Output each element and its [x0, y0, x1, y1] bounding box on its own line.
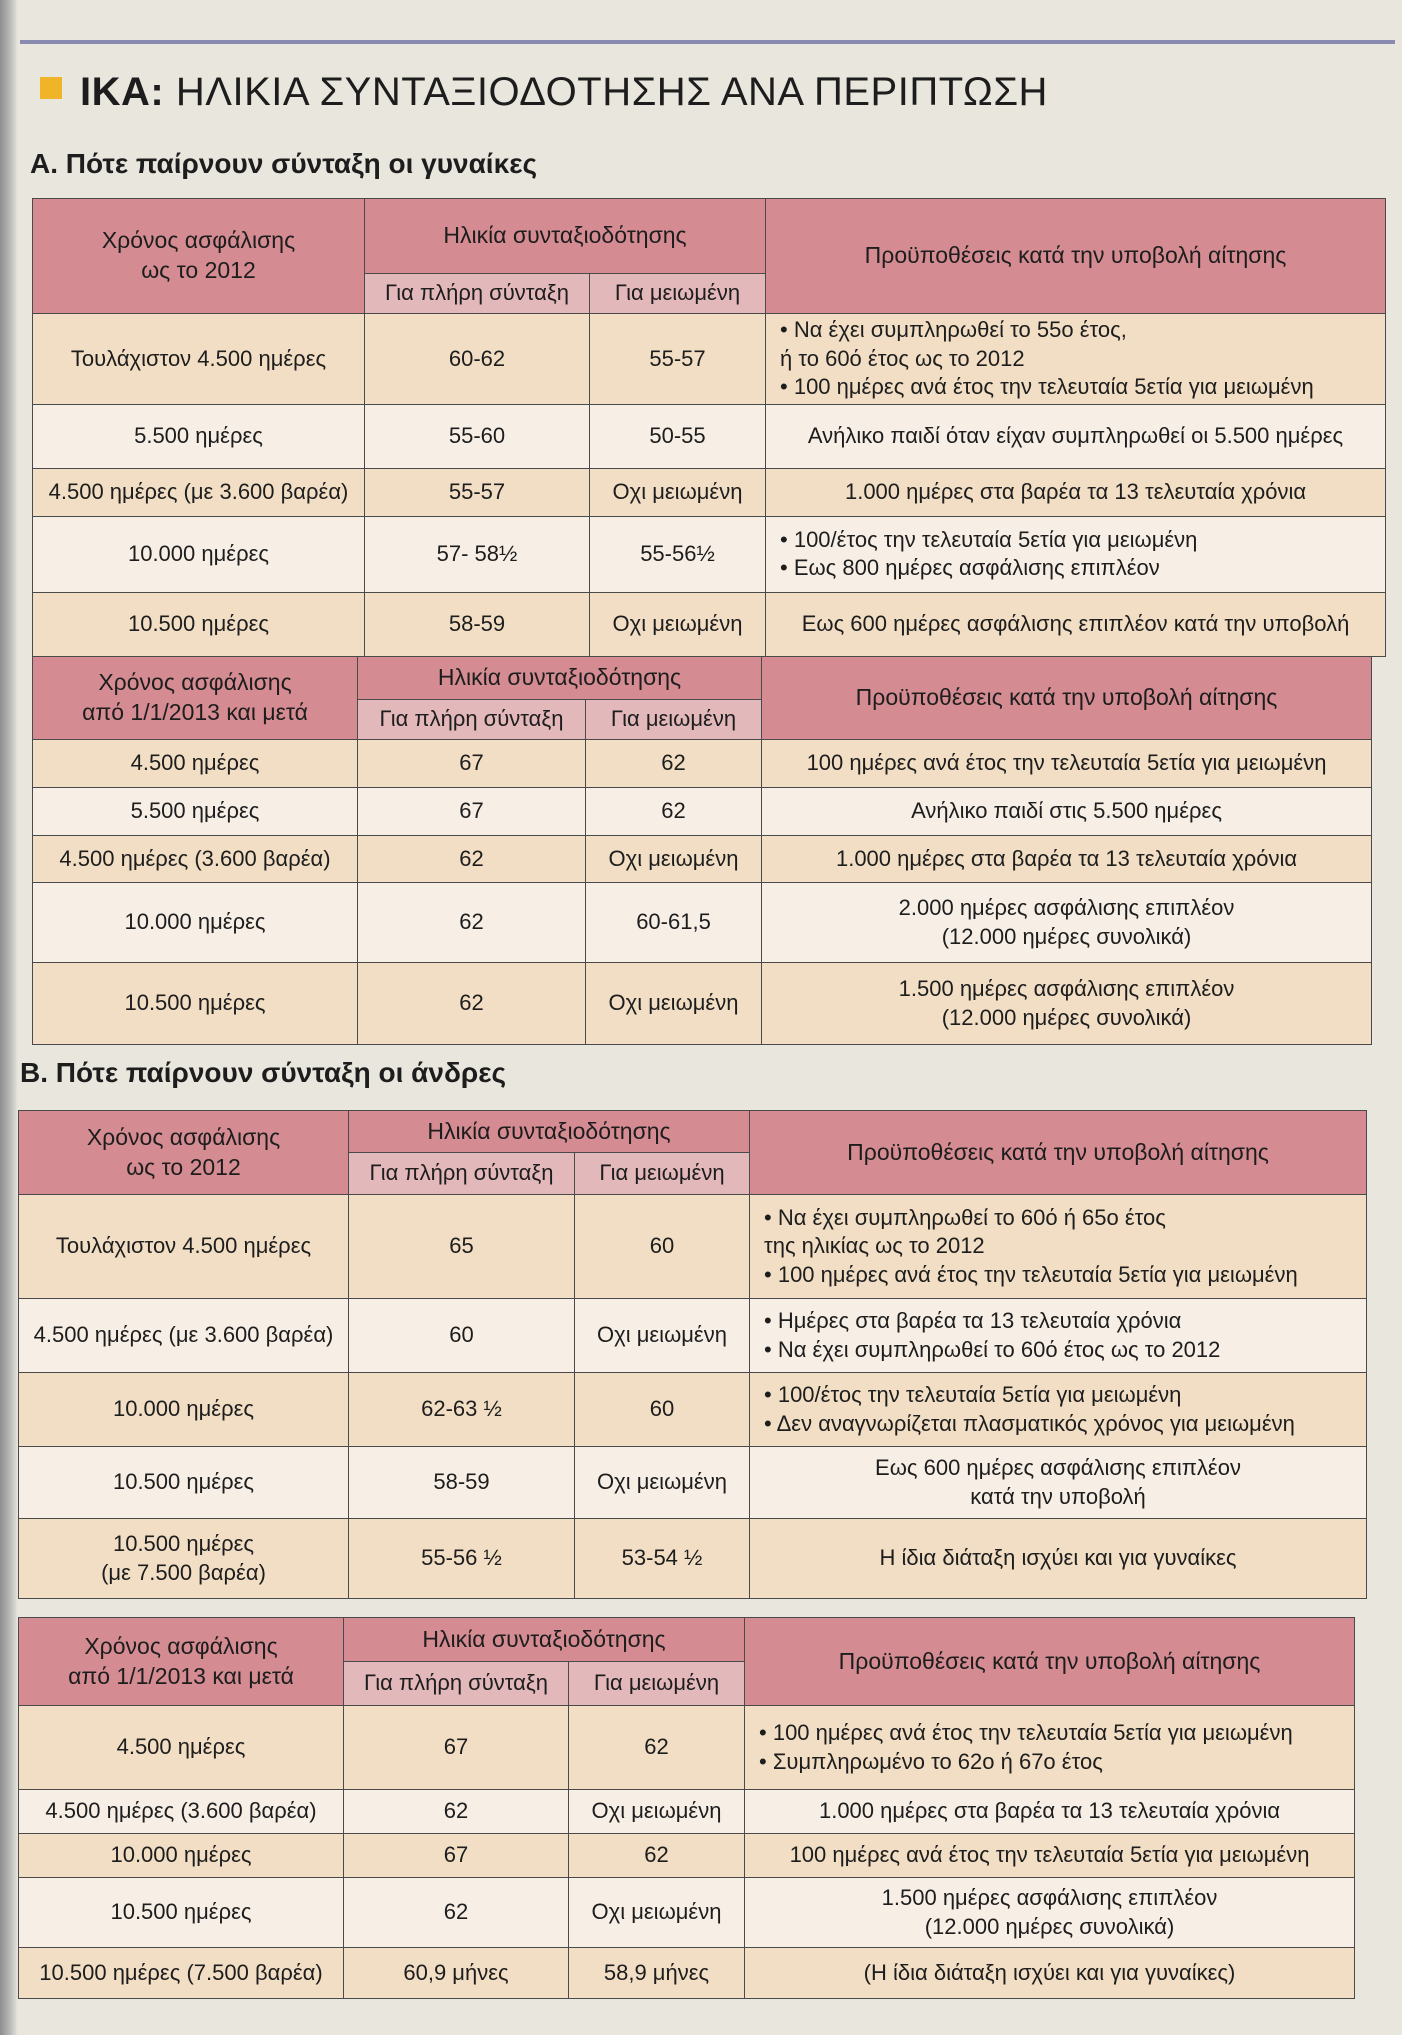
- cell-conditions-line: Εως 600 ημέρες ασφάλισης επιπλέον κατά την υποβολή: [801, 610, 1350, 636]
- header-conditions: Προϋποθέσεις κατά την υποβολή αίτησης: [766, 199, 1386, 314]
- cell-insurance-time-line: 4.500 ημέρες: [130, 750, 260, 776]
- header-row: [33, 657, 1372, 700]
- table-row: [19, 1195, 1367, 1299]
- header-row: [19, 1618, 1355, 1662]
- cell-conditions: [766, 314, 1386, 405]
- cell-reduced-pension-age: Οχι μειωμένη: [575, 1447, 750, 1519]
- cell-insurance-time-line: (με 7.500 βαρέα): [101, 1559, 266, 1585]
- header-insurance-time: [33, 657, 358, 740]
- cell-conditions-line: 1.500 ημέρες ασφάλισης επιπλέον: [898, 975, 1235, 1001]
- cell-full-pension-age: 62: [344, 1878, 569, 1948]
- header-full-pension: Για πλήρη σύνταξη: [358, 700, 586, 740]
- cell-reduced-pension-age: 58,9 μήνες: [569, 1948, 745, 1999]
- cell-conditions-line: Η ίδια διάταξη ισχύει και για γυναίκες: [879, 1545, 1237, 1571]
- cell-conditions-line: • Να έχει συμπληρωθεί το 60ό έτος ως το 2012: [764, 1336, 1221, 1362]
- cell-insurance-time: [19, 1519, 349, 1599]
- header-row: [33, 199, 1386, 274]
- header-reduced-pension: Για μειωμένη: [590, 274, 766, 314]
- cell-full-pension-age: 55-57: [365, 468, 590, 516]
- header-reduced-pension: Για μειωμένη: [569, 1662, 745, 1706]
- cell-conditions-line: • 100 ημέρες ανά έτος την τελευταία 5ετία για μειωμένη: [759, 1719, 1293, 1745]
- cell-conditions-line: • Να έχει συμπληρωθεί το 55ο έτος,: [780, 317, 1127, 342]
- top-rule: [20, 40, 1395, 44]
- cell-insurance-time: [33, 516, 365, 592]
- cell-insurance-time: [33, 592, 365, 656]
- table-row: [33, 314, 1386, 405]
- cell-insurance-time-line: 5.500 ημέρες: [134, 422, 263, 448]
- cell-reduced-pension-age: 50-55: [590, 404, 766, 468]
- cell-full-pension-age: 58-59: [365, 592, 590, 656]
- header-retirement-age: Ηλικία συνταξιοδότησης: [358, 657, 762, 700]
- cell-insurance-time-line: 4.500 ημέρες (με 3.600 βαρέα): [33, 1322, 334, 1348]
- header-insurance-time-line: ως το 2012: [141, 257, 256, 283]
- cell-insurance-time: [19, 1447, 349, 1519]
- cell-full-pension-age: 60-62: [365, 314, 590, 405]
- table-row: [33, 788, 1372, 836]
- cell-conditions-line: • Εως 800 ημέρες ασφάλισης επιπλέον: [780, 555, 1160, 581]
- cell-insurance-time: [33, 468, 365, 516]
- cell-conditions-line: • 100/έτος την τελευταία 5ετία για μειωμένη: [764, 1381, 1182, 1407]
- section-title-women: Α. Πότε παίρνουν σύνταξη οι γυναίκες: [30, 148, 538, 179]
- cell-insurance-time-line: 10.000 ημέρες: [112, 1396, 255, 1422]
- cell-conditions: [750, 1195, 1367, 1299]
- cell-reduced-pension-age: 62: [586, 788, 762, 836]
- cell-full-pension-age: 62: [358, 883, 586, 963]
- cell-insurance-time-line: 10.000 ημέρες: [124, 909, 266, 935]
- cell-insurance-time-line: 10.000 ημέρες: [110, 1842, 252, 1868]
- cell-insurance-time: [19, 1834, 344, 1878]
- cell-insurance-time: [19, 1878, 344, 1948]
- cell-full-pension-age: 67: [358, 740, 586, 788]
- table-row: [19, 1373, 1367, 1447]
- cell-conditions-line: • 100 ημέρες ανά έτος την τελευταία 5ετία για μειωμένη: [780, 374, 1314, 400]
- table-row: [33, 740, 1372, 788]
- cell-insurance-time: [19, 1790, 344, 1834]
- cell-insurance-time-line: 4.500 ημέρες: [116, 1734, 246, 1760]
- cell-reduced-pension-age: Οχι μειωμένη: [586, 836, 762, 883]
- cell-conditions-line: 1.000 ημέρες στα βαρέα τα 13 τελευταία χρόνια: [818, 1798, 1281, 1824]
- header-retirement-age: Ηλικία συνταξιοδότησης: [344, 1618, 745, 1662]
- header-reduced-pension: Για μειωμένη: [575, 1153, 750, 1195]
- cell-reduced-pension-age: 60-61,5: [586, 883, 762, 963]
- cell-full-pension-age: 65: [349, 1195, 575, 1299]
- cell-reduced-pension-age: 60: [575, 1373, 750, 1447]
- cell-insurance-time-line: 10.500 ημέρες (7.500 βαρέα): [39, 1959, 323, 1985]
- cell-conditions: [745, 1834, 1355, 1878]
- cell-conditions-line: Εως 600 ημέρες ασφάλισης επιπλέον: [875, 1454, 1241, 1480]
- cell-conditions-line: Ανήλικο παιδί στις 5.500 ημέρες: [911, 798, 1222, 824]
- table-row: [33, 883, 1372, 963]
- cell-insurance-time-line: 10.000 ημέρες: [127, 540, 270, 566]
- header-full-pension: Για πλήρη σύνταξη: [349, 1153, 575, 1195]
- header-insurance-time: [33, 199, 365, 314]
- cell-conditions-line: 1.000 ημέρες στα βαρέα τα 13 τελευταία χρόνια: [844, 478, 1307, 504]
- cell-full-pension-age: 62: [358, 836, 586, 883]
- cell-conditions-line: Ανήλικο παιδί όταν είχαν συμπληρωθεί οι 5.500 ημέρες: [807, 422, 1344, 448]
- headline-bold: ΙΚΑ:: [80, 70, 165, 114]
- header-full-pension: Για πλήρη σύνταξη: [365, 274, 590, 314]
- cell-full-pension-age: 60: [349, 1299, 575, 1373]
- cell-full-pension-age: 62-63 ½: [349, 1373, 575, 1447]
- cell-full-pension-age: 55-56 ½: [349, 1519, 575, 1599]
- page-headline: [40, 70, 1048, 115]
- header-conditions: Προϋποθέσεις κατά την υποβολή αίτησης: [745, 1618, 1355, 1706]
- table-men-until-2012: [18, 1110, 1367, 1599]
- cell-conditions: [762, 740, 1372, 788]
- cell-full-pension-age: 55-60: [365, 404, 590, 468]
- table-row: [33, 836, 1372, 883]
- cell-conditions-line: 1.500 ημέρες ασφάλισης επιπλέον: [881, 1884, 1218, 1910]
- table-women-until-2012: [32, 198, 1386, 657]
- table-row: [19, 1299, 1367, 1373]
- cell-insurance-time: [19, 1373, 349, 1447]
- table-row: [19, 1706, 1355, 1790]
- cell-conditions: [750, 1299, 1367, 1373]
- cell-full-pension-age: 67: [358, 788, 586, 836]
- cell-conditions: [745, 1706, 1355, 1790]
- table-women-from-2013: [32, 656, 1372, 1045]
- cell-conditions-line: (12.000 ημέρες συνολικά): [941, 923, 1192, 949]
- cell-insurance-time: [33, 836, 358, 883]
- cell-reduced-pension-age: Οχι μειωμένη: [590, 468, 766, 516]
- header-insurance-time-line: Χρόνος ασφάλισης: [84, 1632, 278, 1659]
- header-reduced-pension: Για μειωμένη: [586, 700, 762, 740]
- header-insurance-time-line: από 1/1/2013 και μετά: [68, 1662, 294, 1689]
- table-row: [19, 1519, 1367, 1599]
- header-retirement-age: Ηλικία συνταξιοδότησης: [365, 199, 766, 274]
- cell-conditions-line: • 100/έτος την τελευταία 5ετία για μειωμένη: [780, 526, 1198, 552]
- cell-reduced-pension-age: 55-57: [590, 314, 766, 405]
- cell-conditions-line: (Η ίδια διάταξη ισχύει και για γυναίκες): [863, 1959, 1236, 1985]
- cell-conditions-line: 100 ημέρες ανά έτος την τελευταία 5ετία για μειωμένη: [806, 750, 1327, 776]
- cell-conditions-line: • Ημέρες στα βαρέα τα 13 τελευταία χρόνια: [764, 1307, 1182, 1333]
- cell-conditions: [766, 516, 1386, 592]
- cell-insurance-time-line: 10.500 ημέρες: [112, 1530, 255, 1556]
- cell-insurance-time: [19, 1195, 349, 1299]
- headline-square-icon: [40, 77, 62, 99]
- cell-insurance-time-line: 10.500 ημέρες: [124, 990, 266, 1016]
- cell-reduced-pension-age: 55-56½: [590, 516, 766, 592]
- cell-conditions-line: κατά την υποβολή: [970, 1483, 1146, 1509]
- table-row: [33, 592, 1386, 656]
- cell-conditions: [766, 592, 1386, 656]
- cell-conditions-line: • Να έχει συμπληρωθεί το 60ό ή 65ο έτος: [764, 1204, 1166, 1230]
- cell-conditions: [766, 404, 1386, 468]
- cell-full-pension-age: 67: [344, 1706, 569, 1790]
- cell-full-pension-age: 67: [344, 1834, 569, 1878]
- header-conditions: Προϋποθέσεις κατά την υποβολή αίτησης: [750, 1111, 1367, 1195]
- headline-text: ΗΛΙΚΙΑ ΣΥΝΤΑΞΙΟΔΟΤΗΣΗΣ ΑΝΑ ΠΕΡΙΠΤΩΣΗ: [175, 70, 1048, 114]
- header-row: [19, 1111, 1367, 1153]
- cell-conditions-line: 1.000 ημέρες στα βαρέα τα 13 τελευταία χρόνια: [835, 845, 1298, 871]
- cell-insurance-time: [33, 314, 365, 405]
- cell-insurance-time: [33, 963, 358, 1045]
- cell-insurance-time: [19, 1948, 344, 1999]
- header-full-pension: Για πλήρη σύνταξη: [344, 1662, 569, 1706]
- cell-insurance-time: [19, 1299, 349, 1373]
- cell-insurance-time-line: 10.500 ημέρες: [110, 1899, 252, 1925]
- cell-conditions: [750, 1373, 1367, 1447]
- cell-insurance-time-line: 10.500 ημέρες: [127, 610, 270, 636]
- header-insurance-time-line: από 1/1/2013 και μετά: [82, 699, 308, 725]
- cell-insurance-time-line: 4.500 ημέρες (3.600 βαρέα): [59, 845, 331, 871]
- cell-conditions-line: ή το 60ό έτος ως το 2012: [780, 345, 1025, 371]
- cell-insurance-time-line: Τουλάχιστον 4.500 ημέρες: [70, 345, 327, 371]
- table-row: [33, 404, 1386, 468]
- cell-conditions-line: • 100 ημέρες ανά έτος την τελευταία 5ετία για μειωμένη: [764, 1261, 1298, 1287]
- cell-conditions: [750, 1447, 1367, 1519]
- cell-reduced-pension-age: Οχι μειωμένη: [590, 592, 766, 656]
- cell-conditions: [762, 788, 1372, 836]
- cell-insurance-time: [33, 883, 358, 963]
- cell-insurance-time-line: 5.500 ημέρες: [130, 798, 260, 824]
- header-retirement-age: Ηλικία συνταξιοδότησης: [349, 1111, 750, 1153]
- cell-conditions-line: της ηλικίας ως το 2012: [764, 1233, 985, 1259]
- header-insurance-time: [19, 1111, 349, 1195]
- cell-reduced-pension-age: 62: [569, 1834, 745, 1878]
- cell-conditions-line: 2.000 ημέρες ασφάλισης επιπλέον: [898, 894, 1235, 920]
- table-row: [33, 468, 1386, 516]
- header-conditions: Προϋποθέσεις κατά την υποβολή αίτησης: [762, 657, 1372, 740]
- cell-full-pension-age: 62: [344, 1790, 569, 1834]
- cell-reduced-pension-age: Οχι μειωμένη: [569, 1878, 745, 1948]
- cell-reduced-pension-age: 62: [569, 1706, 745, 1790]
- cell-conditions-line: • Συμπληρωμένο το 62ο ή 67ο έτος: [759, 1748, 1103, 1774]
- cell-conditions: [745, 1878, 1355, 1948]
- table-men-from-2013: [18, 1617, 1355, 1999]
- cell-insurance-time: [33, 404, 365, 468]
- header-insurance-time-line: ως το 2012: [126, 1153, 241, 1180]
- cell-conditions-line: (12.000 ημέρες συνολικά): [924, 1913, 1175, 1939]
- cell-conditions: [745, 1790, 1355, 1834]
- cell-conditions: [750, 1519, 1367, 1599]
- page-fold-shadow: [0, 0, 18, 2035]
- cell-insurance-time: [33, 788, 358, 836]
- cell-full-pension-age: 58-59: [349, 1447, 575, 1519]
- cell-insurance-time-line: 4.500 ημέρες (3.600 βαρέα): [45, 1798, 317, 1824]
- cell-conditions: [762, 963, 1372, 1045]
- section-title-men: Β. Πότε παίρνουν σύνταξη οι άνδρες: [20, 1057, 507, 1088]
- header-insurance-time-line: Χρόνος ασφάλισης: [101, 227, 296, 254]
- cell-conditions: [762, 836, 1372, 883]
- table-row: [19, 1948, 1355, 1999]
- cell-reduced-pension-age: Οχι μειωμένη: [575, 1299, 750, 1373]
- table-row: [33, 963, 1372, 1045]
- cell-conditions-line: • Δεν αναγνωρίζεται πλασματικός χρόνος για μειωμένη: [764, 1410, 1295, 1436]
- cell-conditions-line: 100 ημέρες ανά έτος την τελευταία 5ετία για μειωμένη: [789, 1842, 1310, 1868]
- cell-reduced-pension-age: Οχι μειωμένη: [586, 963, 762, 1045]
- cell-conditions: [745, 1948, 1355, 1999]
- cell-insurance-time-line: 10.500 ημέρες: [112, 1469, 255, 1495]
- cell-reduced-pension-age: Οχι μειωμένη: [569, 1790, 745, 1834]
- cell-reduced-pension-age: 62: [586, 740, 762, 788]
- table-row: [19, 1834, 1355, 1878]
- table-row: [19, 1447, 1367, 1519]
- cell-insurance-time-line: Τουλάχιστον 4.500 ημέρες: [55, 1233, 312, 1259]
- cell-insurance-time-line: 4.500 ημέρες (με 3.600 βαρέα): [48, 478, 349, 504]
- cell-reduced-pension-age: 60: [575, 1195, 750, 1299]
- header-insurance-time-line: Χρόνος ασφάλισης: [86, 1123, 281, 1150]
- cell-conditions: [762, 883, 1372, 963]
- table-row: [19, 1878, 1355, 1948]
- table-row: [33, 516, 1386, 592]
- cell-full-pension-age: 62: [358, 963, 586, 1045]
- cell-full-pension-age: 60,9 μήνες: [344, 1948, 569, 1999]
- table-row: [19, 1790, 1355, 1834]
- cell-insurance-time: [19, 1706, 344, 1790]
- cell-conditions-line: (12.000 ημέρες συνολικά): [941, 1004, 1192, 1030]
- cell-full-pension-age: 57- 58½: [365, 516, 590, 592]
- header-insurance-time-line: Χρόνος ασφάλισης: [98, 669, 292, 696]
- header-insurance-time: [19, 1618, 344, 1706]
- cell-conditions: [766, 468, 1386, 516]
- cell-reduced-pension-age: 53-54 ½: [575, 1519, 750, 1599]
- cell-insurance-time: [33, 740, 358, 788]
